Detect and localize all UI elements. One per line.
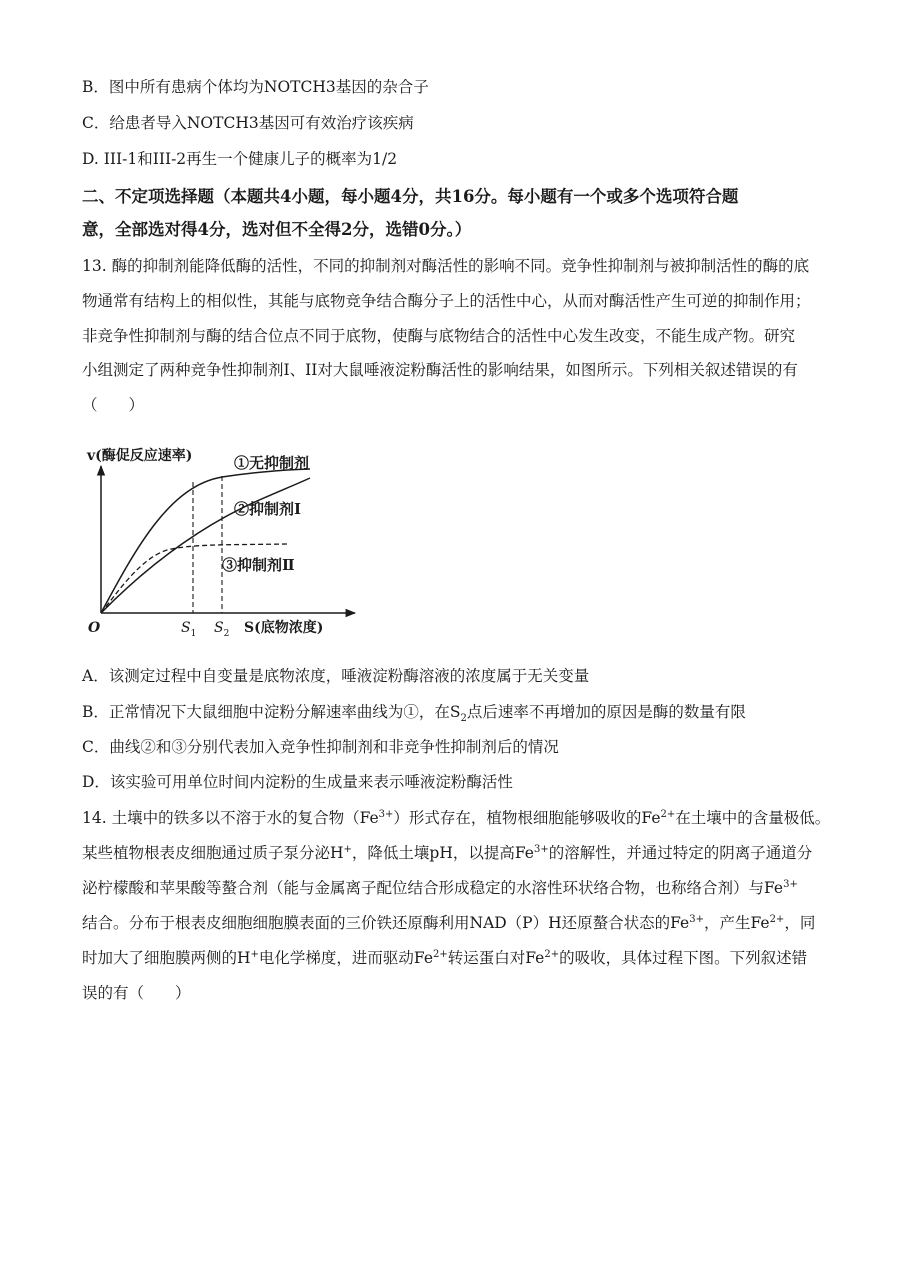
- y-axis-label: v(酶促反应速率): [87, 448, 193, 464]
- option-d-prev: D. III-1和III-2再生一个健康儿子的概率为1/2: [82, 150, 398, 168]
- q13-option-d: D．该实验可用单位时间内淀粉的生成量来表示唾液淀粉酶活性: [82, 773, 513, 791]
- q13-option-a: A．该测定过程中自变量是底物浓度，唾液淀粉酶溶液的浓度属于无关变量: [82, 667, 590, 685]
- curve3-label: ③抑制剂Ⅱ: [222, 556, 295, 574]
- section-heading-line1: 二、不定项选择题（本题共4小题，每小题4分，共16分。每小题有一个或多个选项符合题: [82, 187, 739, 206]
- curve2-label: ②抑制剂Ⅰ: [234, 500, 302, 518]
- q14-stem-line4: 结合。分布于根表皮细胞细胞膜表面的三价铁还原酶利用NAD（P）H还原螯合状态的$Fe^{3+}$，产生$Fe^{2+}$，同: [82, 913, 816, 932]
- q13-stem-line4: 小组测定了两种竞争性抑制剂I、II对大鼠唾液淀粉酶活性的影响结果，如图所示。下列相关叙述错误的有: [82, 361, 798, 379]
- enzyme-rate-diagram: [82, 436, 362, 646]
- s2-label: $S_2$: [214, 620, 230, 639]
- q13-option-b: B．正常情况下大鼠细胞中淀粉分解速率曲线为①，在$S_2$点后速率不再增加的原因是酶的数量有限: [82, 703, 746, 725]
- q13-stem-line1: 13. 酶的抑制剂能降低酶的活性，不同的抑制剂对酶活性的影响不同。竞争性抑制剂与被抑制活性的酶的底: [82, 257, 810, 275]
- curve-no-inhibitor: [101, 469, 310, 613]
- q13-stem-line2: 物通常有结构上的相似性，其能与底物竞争结合酶分子上的活性中心，从而对酶活性产生可逆的抑制作用；: [82, 292, 811, 310]
- q14-stem-line5: 时加大了细胞膜两侧的H+电化学梯度，进而驱动$Fe^{2+}$转运蛋白对$Fe^{2+}$的吸收，具体过程下图。下列叙述错: [82, 948, 808, 967]
- s1-label: $S_1$: [181, 620, 197, 639]
- origin-label: O: [88, 620, 101, 636]
- curve1-label: ①无抑制剂: [234, 454, 310, 472]
- q14-stem-line3: 泌柠檬酸和苹果酸等螯合剂（能与金属离子配位结合形成稳定的水溶性环状络合物，也称络合剂）与$Fe^{3+}$: [82, 878, 798, 897]
- section-heading-line2: 意，全部选对得4分，选对但不全得2分，选错0分。）: [82, 220, 472, 239]
- q14-answer-blank: 误的有（ ）: [82, 984, 191, 1002]
- option-c-prev: C．给患者导入NOTCH3基因可有效治疗该疾病: [82, 114, 414, 132]
- q14-stem-line1: 14. 土壤中的铁多以不溶于水的复合物$(Fe^{3+})$形式存在，植物根细胞能够吸收的$Fe^{2+}$在土壤中的含量极低。: [82, 808, 831, 827]
- q13-answer-blank: （ ）: [82, 396, 145, 414]
- q13-stem-line3: 非竞争性抑制剂与酶的结合位点不同于底物，使酶与底物结合的活性中心发生改变，不能生成产物。研究: [82, 327, 796, 345]
- option-b-prev: B．图中所有患病个体均为NOTCH3基因的杂合子: [82, 78, 429, 96]
- x-axis-label: S(底物浓度): [244, 620, 324, 636]
- q14-stem-line2: 某些植物根表皮细胞通过质子泵分泌H+，降低土壤pH，以提高$Fe^{3+}$的溶解性，并通过特定的阴离子通道分: [82, 843, 813, 862]
- q13-option-c: C．曲线②和③分别代表加入竞争性抑制剂和非竞争性抑制剂后的情况: [82, 738, 559, 756]
- curve-inhibitor-2: [101, 544, 287, 613]
